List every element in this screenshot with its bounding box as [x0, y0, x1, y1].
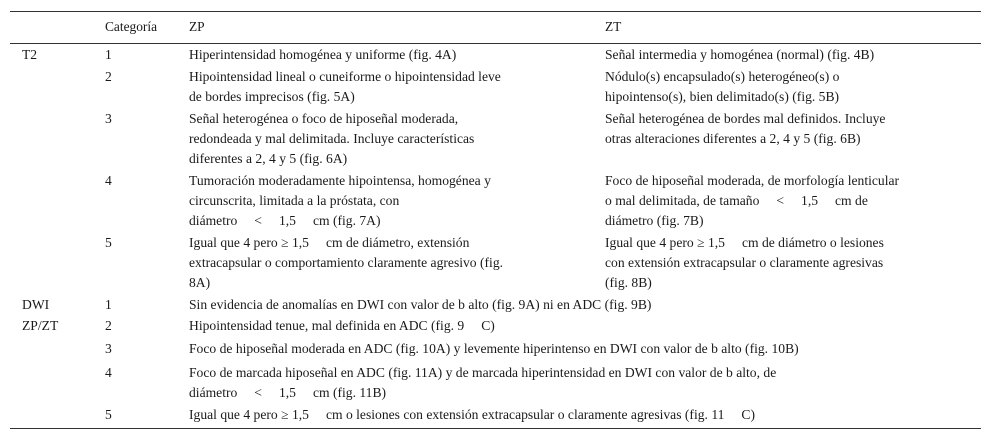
group-label-zp-zt: ZP/ZT [22, 318, 59, 333]
t2-row-4-category: 4 [105, 173, 112, 188]
header-zp: ZP [189, 19, 205, 34]
dwi-row-2-text-line-1: Hipointensidad tenue, mal definida en ADC (fig. 9 C) [189, 318, 495, 333]
t2-row-1-zt-line-1: Señal intermedia y homogénea (normal) (fig. 4B) [605, 47, 875, 62]
t2-row-4-zp-line-1: Tumoración moderadamente hipointensa, homogénea y [189, 173, 491, 188]
dwi-row-4-text-line-1: Foco de marcada hiposeñal en ADC (fig. 11A) y de marcada hiperintensidad en DWI con valor de b alto, de [189, 365, 777, 380]
header-rule [10, 43, 981, 44]
t2-row-4-zp-line-2: circunscrita, limitada a la próstata, con [189, 193, 400, 208]
t2-row-5-zt-line-2: con extensión extracapsular o claramente agresivas [605, 255, 884, 270]
t2-row-2-zp-line-1: Hipointensidad lineal o cuneiforme o hipointensidad leve [189, 69, 501, 84]
top-rule [10, 11, 981, 12]
t2-row-3-zt-line-1: Señal heterogénea de bordes mal definidos. Incluye [605, 111, 886, 126]
dwi-row-4-category: 4 [105, 365, 112, 380]
t2-row-1-zp-line-1: Hiperintensidad homogénea y uniforme (fig. 4A) [189, 47, 457, 62]
t2-row-3-zt-line-2: otras alteraciones diferentes a 2, 4 y 5 (fig. 6B) [605, 131, 861, 146]
t2-row-4-zt-line-1: Foco de hiposeñal moderada, de morfología lenticular [605, 173, 900, 188]
t2-row-5-zp-line-1: Igual que 4 pero ≥ 1,5 cm de diámetro, extensión [189, 235, 470, 250]
t2-row-2-zt-line-2: hipointenso(s), bien delimitado(s) (fig. 5B) [605, 89, 840, 104]
t2-row-4-zp-line-3: diámetro < 1,5 cm (fig. 7A) [189, 213, 381, 228]
group-label-t2: T2 [22, 47, 38, 62]
dwi-row-3-text-line-1: Foco de hiposeñal moderada en ADC (fig. 10A) y levemente hiperintenso en DWI con valor de b alto (fig. 10B) [189, 341, 799, 356]
t2-row-1-category: 1 [105, 47, 112, 62]
dwi-row-5-category: 5 [105, 407, 112, 422]
dwi-row-3-category: 3 [105, 341, 112, 356]
t2-row-2-zt-line-1: Nódulo(s) encapsulado(s) heterogéneo(s) o [605, 69, 840, 84]
t2-row-5-zt-line-1: Igual que 4 pero ≥ 1,5 cm de diámetro o lesiones [605, 235, 884, 250]
header-zt: ZT [605, 19, 622, 34]
dwi-row-5-text-line-1: Igual que 4 pero ≥ 1,5 cm o lesiones con extensión extracapsular o claramente agresivas (fig. 11 C) [189, 407, 756, 422]
t2-row-5-category: 5 [105, 235, 112, 250]
dwi-row-1-category: 1 [105, 297, 112, 312]
t2-row-3-category: 3 [105, 111, 112, 126]
bottom-rule [10, 428, 981, 429]
t2-row-3-zp-line-2: redondeada y mal delimitada. Incluye características [189, 131, 475, 146]
dwi-row-4-text-line-2: diámetro < 1,5 cm (fig. 11B) [189, 385, 387, 400]
dwi-row-1-text-line-1: Sin evidencia de anomalías en DWI con valor de b alto (fig. 9A) ni en ADC (fig. 9B) [189, 297, 652, 312]
t2-row-3-zp-line-3: diferentes a 2, 4 y 5 (fig. 6A) [189, 151, 348, 166]
t2-row-2-zp-line-2: de bordes imprecisos (fig. 5A) [189, 89, 355, 104]
t2-row-3-zp-line-1: Señal heterogénea o foco de hiposeñal moderada, [189, 111, 459, 126]
dwi-row-2-category: 2 [105, 318, 112, 333]
t2-row-5-zt-line-3: (fig. 8B) [605, 275, 652, 290]
t2-row-4-zt-line-2: o mal delimitada, de tamaño < 1,5 cm de [605, 193, 868, 208]
group-label-dwi: DWI [22, 297, 50, 312]
t2-row-5-zp-line-2: extracapsular o comportamiento claramente agresivo (fig. [189, 255, 504, 270]
t2-row-5-zp-line-3: 8A) [189, 275, 211, 290]
t2-row-2-category: 2 [105, 69, 112, 84]
t2-row-4-zt-line-3: diámetro (fig. 7B) [605, 213, 704, 228]
header-categoria: Categoría [105, 19, 158, 34]
